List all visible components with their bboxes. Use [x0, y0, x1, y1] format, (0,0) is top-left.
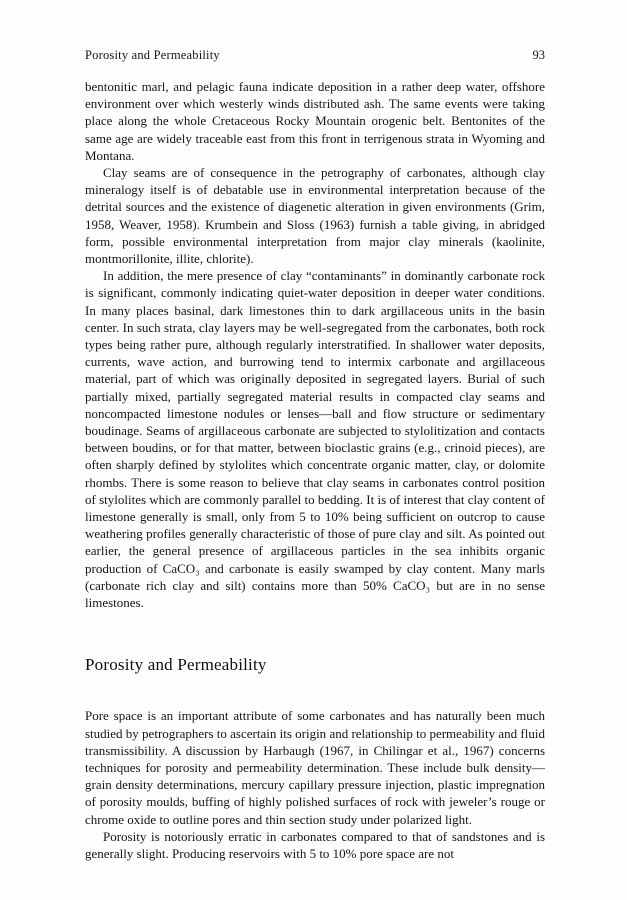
paragraph-continuation: bentonitic marl, and pelagic fauna indicate deposition in a rather deep water, offshore environment over which westerly winds distributed ash. The same events were taking place along the whole Cretaceous Rocky Mountain orogenic belt. Bentonites of the same age are widely traceable east from this front in terrigenous strata in Wyoming and Montana. [85, 79, 545, 163]
paragraph-clay-seams: Clay seams are of consequence in the petrography of carbonates, although clay mineralogy itself is of debatable use in environmental interpretation because of the detrital sources and the existence of diagenetic alteration in given environments (Grim, 1958, Weaver, 1958). Krumbein and Sloss (1963) furnish a table giving, in abridged form, possible environmental interpretation from major clay minerals (kaolinite, montmorillonite, illite, chlorite). [85, 165, 545, 267]
running-title: Porosity and Permeability [85, 48, 220, 62]
page-number: 93 [532, 48, 545, 62]
paragraph-pore-space: Pore space is an important attribute of some carbonates and has naturally been much studied by petrographers to ascertain its origin and relationship to permeability and fluid transmissibility. A discussion by Harbaugh (1967, in Chilingar et al., 1967) concerns techniques for porosity and permeability determination. These include bulk density—grain density determinations, mercury capillary pressure injection, plastic impregnation of porosity moulds, buffing of highly polished surfaces of rock with jeweler’s rouge or chrome oxide to outline pores and thin section study under polarized light. [85, 708, 545, 827]
section-heading: Porosity and Permeability [85, 655, 267, 675]
paragraph-clay-contaminants: In addition, the mere presence of clay “contaminants” in dominantly carbonate rock is significant, commonly indicating quiet-water deposition in deeper water conditions. In many places basinal, dark limestones thin to dark argillaceous units in the basin center. In such strata, clay layers may be well-segregated from the carbonates, both rock types being rather pure, although regularly interstratified. In shallower water deposits, currents, wave action, and burrowing tend to intermix carbonate and argillaceous material, part of which was originally deposited in segregated layers. Burial of such partially mixed, partially segregated material results in compacted clay seams and noncompacted limestone nodules or lenses—ball and flow structure or sedimentary boudinage. Seams of argillaceous carbonate are subjected to stylolitization and contacts between boudins, or for that matter, between bioclastic grains (e.g., crinoid pieces), are often sharply defined by stylolites which concentrate organic matter, clay, or dolomite rhombs. There is some reason to believe that clay seams in carbonates control position of stylolites which are commonly parallel to bedding. It is of interest that clay content of limestone generally is small, only from 5 to 10% being sufficient on outcrop to cause weathering profiles generally characteristic of those of pure clay and silt. As pointed out earlier, the general presence of argillaceous particles in the sea inhibits organic production of CaCO₃ and carbonate is easily swamped by clay content. Many marls (carbonate rich clay and silt) contains more than 50% CaCO₃ but are in no sense limestones. [85, 268, 545, 611]
paragraph-porosity-erratic: Porosity is notoriously erratic in carbonates compared to that of sandstones and is generally slight. Producing reservoirs with 5 to 10% pore space are not [85, 828, 545, 861]
running-header [85, 48, 545, 63]
body-text [85, 78, 545, 862]
